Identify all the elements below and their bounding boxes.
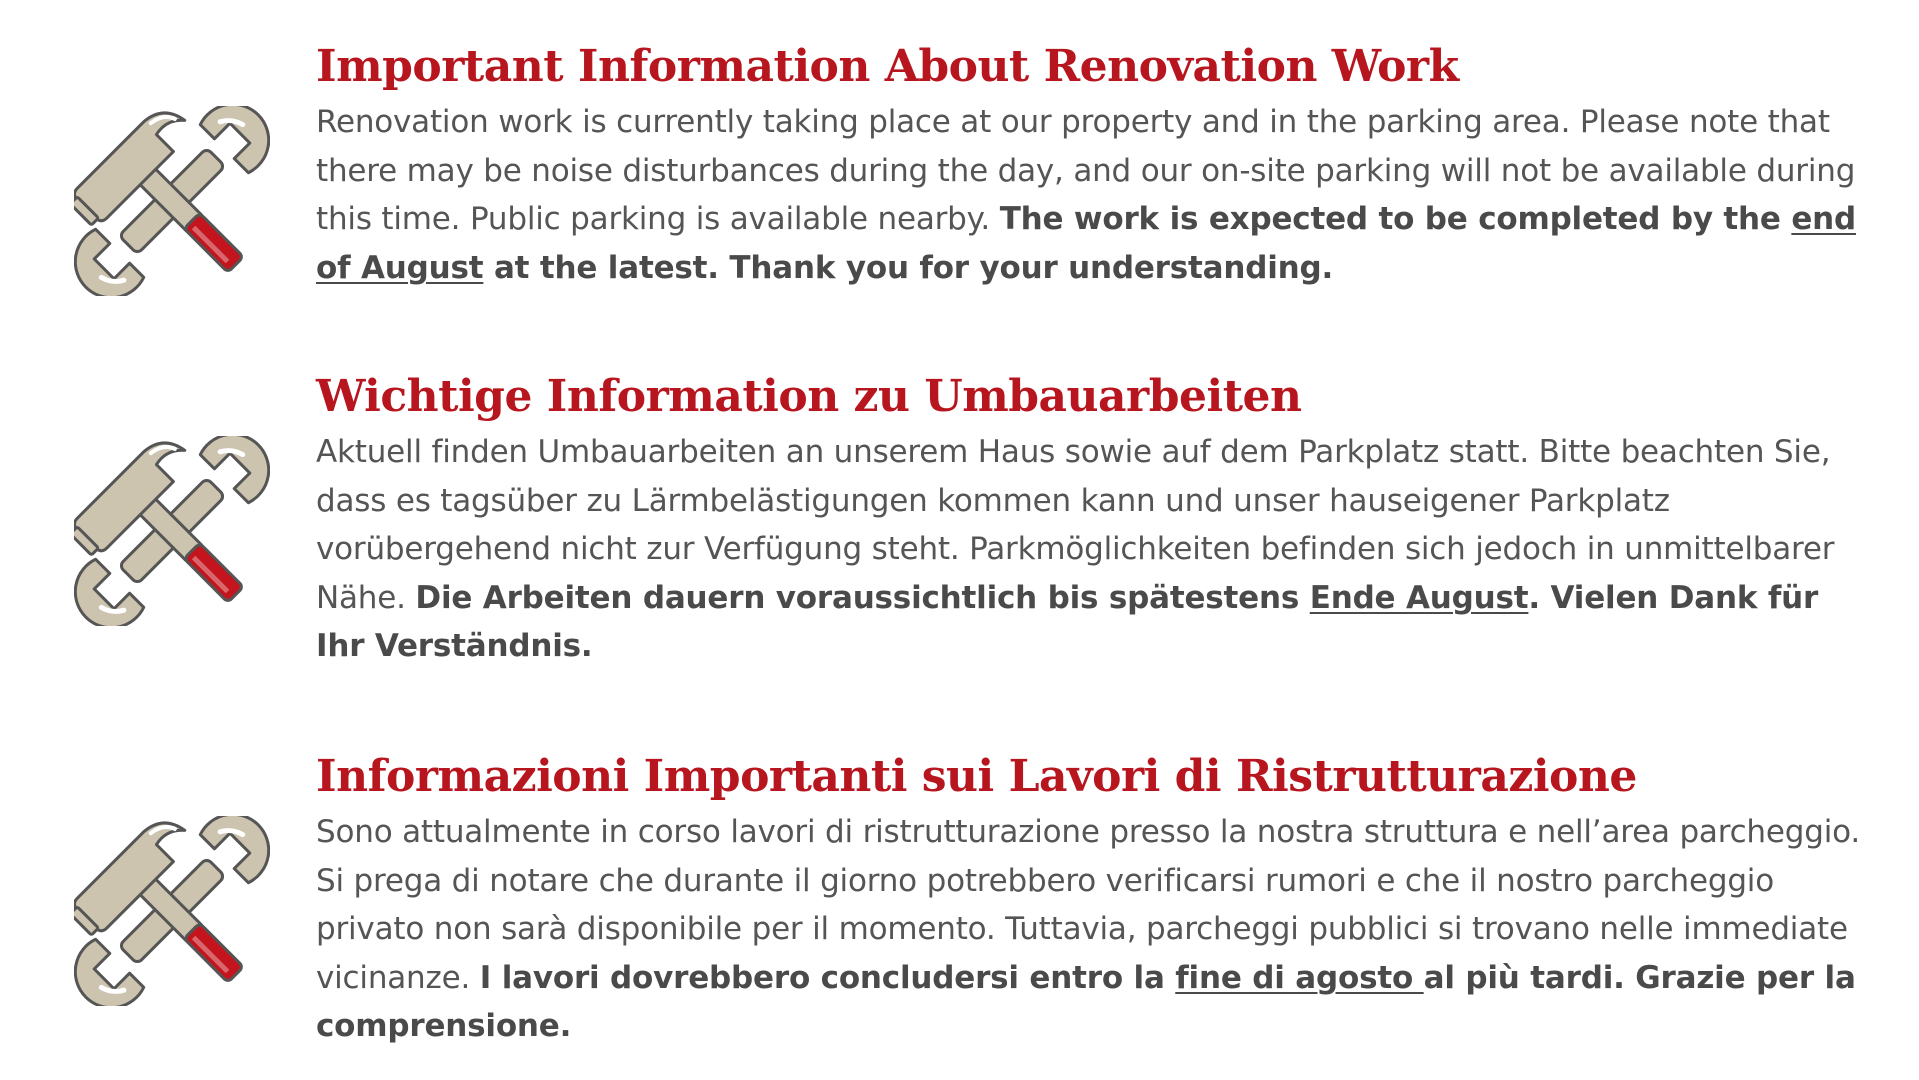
section-title: Wichtige Information zu Umbauarbeiten (316, 371, 1302, 422)
emphasis-end: . Vielen Dank für Ihr Verständnis. (316, 579, 1819, 664)
emphasis-start: The work is expected to be completed by the (999, 201, 1792, 237)
section-english-text (316, 36, 1876, 292)
section-body (316, 428, 1876, 671)
section-german-text (316, 366, 1876, 671)
emphasis-start: I lavori dovrebbero concludersi entro la (479, 959, 1176, 996)
body-emphasis (316, 580, 1818, 665)
deadline-underlined: end of August (316, 201, 1857, 286)
emphasis-start: Die Arbeiten dauern voraussichtlich bis spätestens (415, 579, 1310, 616)
deadline-underlined: fine di agosto (1175, 959, 1424, 996)
hammer-and-wrench-icon (74, 816, 270, 1006)
section-body (316, 808, 1876, 1051)
hammer-and-wrench-icon (74, 106, 270, 296)
section-title: Informazioni Importanti sui Lavori di Ristrutturazione (316, 751, 1637, 802)
deadline-underlined: Ende August (1309, 579, 1529, 616)
body-intro: Aktuell finden Umbauarbeiten an unserem Haus sowie auf dem Parkplatz statt. Bitte beachten Sie, dass es tagsüber zu Lärmbelästigungen kommen kann und unser hauseigener Parkplatz vorübergehend nicht zur Verfügung steht. Parkmöglichkeiten befinden sich jedoch in unmittelbarer Nähe. (316, 434, 1835, 616)
body-intro: Sono attualmente in corso lavori di ristrutturazione presso la nostra struttura e nell’area parcheggio. Si prega di notare che durante il giorno potrebbero verificarsi rumori e che il nostro parcheggio privato non sarà disponibile per il momento. Tuttavia, parcheggi pubblici si trovano nelle immediate vicinanze. (316, 814, 1860, 996)
hammer-and-wrench-icon (74, 436, 270, 626)
body-emphasis (316, 960, 1856, 1045)
section-title: Important Information About Renovation Work (316, 41, 1459, 92)
section-body (316, 98, 1876, 292)
emphasis-end: al più tardi. Grazie per la comprensione. (316, 959, 1856, 1044)
section-italian-text (316, 746, 1876, 1051)
emphasis-end: at the latest. Thank you for your understanding. (483, 249, 1334, 286)
body-intro: Renovation work is currently taking place at our property and in the parking area. Please note that there may be noise disturbances during the day, and our on-site parking will not be available during this time. Public parking is available nearby. (316, 104, 1856, 237)
